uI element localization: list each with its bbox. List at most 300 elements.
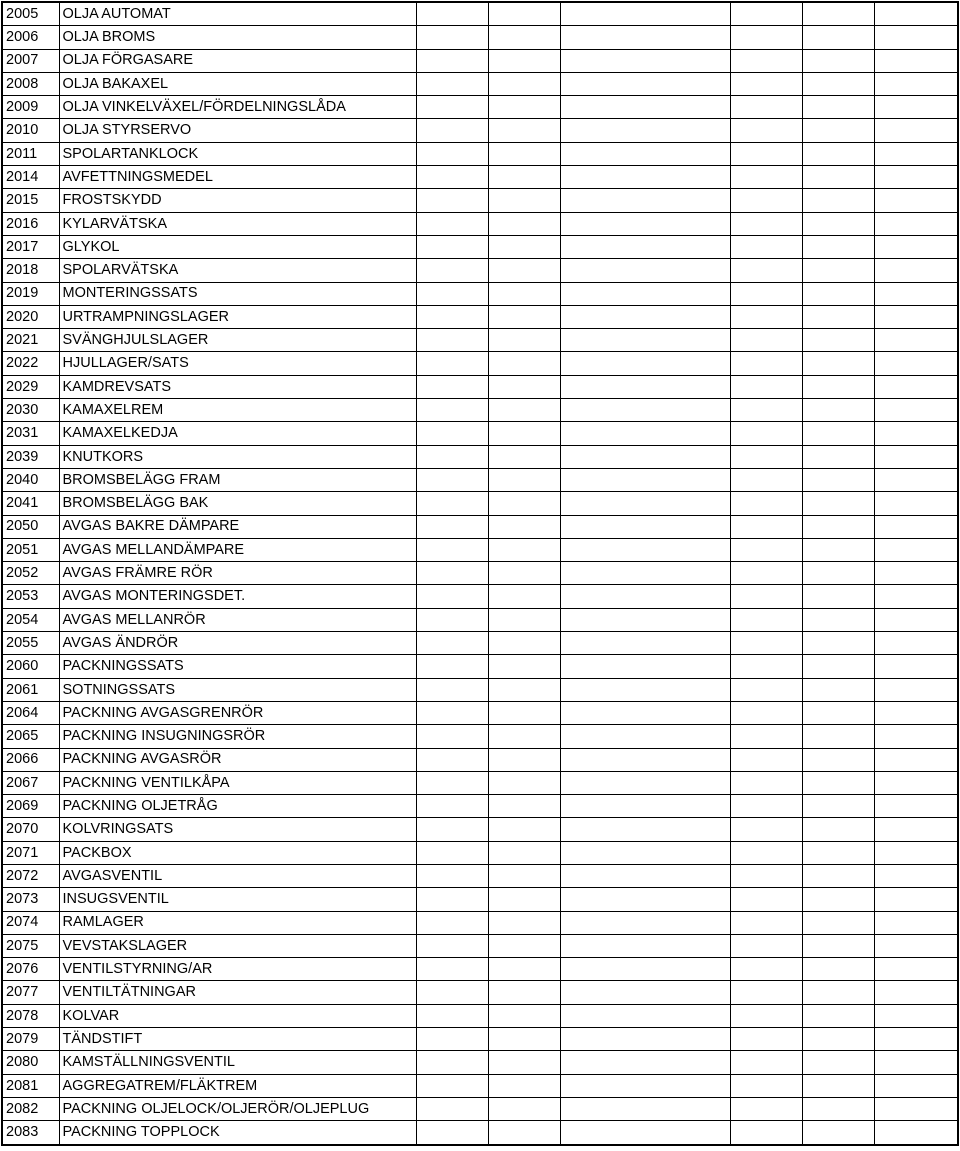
empty-cell: [874, 26, 958, 49]
empty-cell: [488, 445, 560, 468]
table-row: [2, 748, 958, 771]
empty-cell: [560, 934, 730, 957]
empty-cell: [416, 841, 488, 864]
part-code-cell: 2076: [2, 958, 59, 981]
empty-cell: [802, 562, 874, 585]
empty-cell: [416, 515, 488, 538]
empty-cell: [560, 119, 730, 142]
empty-cell: [730, 562, 802, 585]
table-row: [2, 1028, 958, 1051]
empty-cell: [874, 632, 958, 655]
empty-cell: [874, 911, 958, 934]
empty-cell: [874, 934, 958, 957]
empty-cell: [560, 864, 730, 887]
empty-cell: [416, 562, 488, 585]
part-code-cell: 2009: [2, 96, 59, 119]
table-row: [2, 259, 958, 282]
empty-cell: [416, 981, 488, 1004]
part-name-cell: OLJA BAKAXEL: [59, 72, 416, 95]
empty-cell: [488, 958, 560, 981]
empty-cell: [874, 701, 958, 724]
empty-cell: [488, 492, 560, 515]
empty-cell: [488, 1028, 560, 1051]
empty-cell: [416, 2, 488, 26]
empty-cell: [560, 1028, 730, 1051]
part-code-cell: 2069: [2, 795, 59, 818]
empty-cell: [416, 655, 488, 678]
part-code-cell: 2075: [2, 934, 59, 957]
empty-cell: [416, 166, 488, 189]
part-name-cell: MONTERINGSSATS: [59, 282, 416, 305]
empty-cell: [560, 305, 730, 328]
table-row: [2, 1004, 958, 1027]
empty-cell: [874, 1028, 958, 1051]
part-code-cell: 2052: [2, 562, 59, 585]
empty-cell: [802, 632, 874, 655]
part-code-cell: 2050: [2, 515, 59, 538]
empty-cell: [874, 958, 958, 981]
empty-cell: [560, 1121, 730, 1145]
table-row: [2, 725, 958, 748]
part-name-cell: FROSTSKYDD: [59, 189, 416, 212]
empty-cell: [416, 864, 488, 887]
empty-cell: [416, 911, 488, 934]
empty-cell: [560, 1097, 730, 1120]
empty-cell: [802, 2, 874, 26]
part-code-cell: 2053: [2, 585, 59, 608]
empty-cell: [874, 562, 958, 585]
empty-cell: [730, 1028, 802, 1051]
part-code-cell: 2066: [2, 748, 59, 771]
part-code-cell: 2016: [2, 212, 59, 235]
part-code-cell: 2041: [2, 492, 59, 515]
empty-cell: [730, 96, 802, 119]
empty-cell: [488, 329, 560, 352]
empty-cell: [802, 1121, 874, 1145]
part-code-cell: 2060: [2, 655, 59, 678]
empty-cell: [874, 818, 958, 841]
empty-cell: [730, 142, 802, 165]
empty-cell: [802, 888, 874, 911]
empty-cell: [416, 96, 488, 119]
table-row: [2, 678, 958, 701]
part-name-cell: BROMSBELÄGG FRAM: [59, 468, 416, 491]
part-code-cell: 2082: [2, 1097, 59, 1120]
empty-cell: [730, 119, 802, 142]
empty-cell: [488, 585, 560, 608]
table-row: [2, 445, 958, 468]
empty-cell: [560, 538, 730, 561]
part-code-cell: 2005: [2, 2, 59, 26]
empty-cell: [488, 96, 560, 119]
empty-cell: [730, 911, 802, 934]
empty-cell: [488, 562, 560, 585]
empty-cell: [730, 818, 802, 841]
part-code-cell: 2020: [2, 305, 59, 328]
empty-cell: [802, 422, 874, 445]
empty-cell: [416, 725, 488, 748]
empty-cell: [874, 2, 958, 26]
empty-cell: [730, 678, 802, 701]
empty-cell: [416, 142, 488, 165]
empty-cell: [560, 748, 730, 771]
table-row: [2, 1121, 958, 1145]
empty-cell: [730, 166, 802, 189]
table-row: [2, 189, 958, 212]
empty-cell: [488, 725, 560, 748]
part-code-cell: 2072: [2, 864, 59, 887]
part-code-cell: 2018: [2, 259, 59, 282]
empty-cell: [488, 1074, 560, 1097]
empty-cell: [416, 632, 488, 655]
part-code-cell: 2017: [2, 235, 59, 258]
part-name-cell: OLJA VINKELVÄXEL/FÖRDELNINGSLÅDA: [59, 96, 416, 119]
empty-cell: [416, 958, 488, 981]
part-name-cell: KAMAXELKEDJA: [59, 422, 416, 445]
empty-cell: [488, 864, 560, 887]
part-name-cell: KAMAXELREM: [59, 399, 416, 422]
empty-cell: [560, 632, 730, 655]
part-name-cell: PACKNING TOPPLOCK: [59, 1121, 416, 1145]
empty-cell: [874, 864, 958, 887]
empty-cell: [802, 259, 874, 282]
table-row: [2, 96, 958, 119]
empty-cell: [560, 608, 730, 631]
part-code-cell: 2079: [2, 1028, 59, 1051]
empty-cell: [488, 888, 560, 911]
parts-table: [1, 1, 959, 1146]
empty-cell: [802, 1097, 874, 1120]
empty-cell: [416, 468, 488, 491]
empty-cell: [874, 399, 958, 422]
empty-cell: [802, 49, 874, 72]
part-code-cell: 2078: [2, 1004, 59, 1027]
empty-cell: [874, 1097, 958, 1120]
part-name-cell: AVFETTNINGSMEDEL: [59, 166, 416, 189]
empty-cell: [730, 259, 802, 282]
empty-cell: [730, 701, 802, 724]
table-row: [2, 2, 958, 26]
empty-cell: [488, 142, 560, 165]
empty-cell: [416, 1074, 488, 1097]
table-row: [2, 166, 958, 189]
table-row: [2, 142, 958, 165]
part-code-cell: 2054: [2, 608, 59, 631]
empty-cell: [802, 701, 874, 724]
empty-cell: [874, 212, 958, 235]
empty-cell: [802, 72, 874, 95]
empty-cell: [560, 888, 730, 911]
table-row: [2, 352, 958, 375]
empty-cell: [560, 585, 730, 608]
empty-cell: [416, 888, 488, 911]
empty-cell: [730, 399, 802, 422]
part-code-cell: 2067: [2, 771, 59, 794]
empty-cell: [488, 49, 560, 72]
empty-cell: [730, 282, 802, 305]
empty-cell: [730, 468, 802, 491]
empty-cell: [416, 26, 488, 49]
empty-cell: [730, 608, 802, 631]
table-row: [2, 771, 958, 794]
empty-cell: [416, 422, 488, 445]
empty-cell: [730, 422, 802, 445]
empty-cell: [730, 352, 802, 375]
empty-cell: [560, 1074, 730, 1097]
table-row: [2, 26, 958, 49]
part-code-cell: 2070: [2, 818, 59, 841]
empty-cell: [560, 492, 730, 515]
empty-cell: [416, 212, 488, 235]
part-code-cell: 2008: [2, 72, 59, 95]
empty-cell: [416, 934, 488, 957]
empty-cell: [802, 189, 874, 212]
empty-cell: [560, 422, 730, 445]
empty-cell: [874, 468, 958, 491]
empty-cell: [488, 235, 560, 258]
empty-cell: [488, 282, 560, 305]
empty-cell: [560, 468, 730, 491]
part-name-cell: VENTILTÄTNINGAR: [59, 981, 416, 1004]
empty-cell: [874, 259, 958, 282]
table-row: [2, 422, 958, 445]
table-row: [2, 655, 958, 678]
empty-cell: [802, 235, 874, 258]
empty-cell: [488, 468, 560, 491]
empty-cell: [802, 818, 874, 841]
part-name-cell: SPOLARTANKLOCK: [59, 142, 416, 165]
empty-cell: [416, 795, 488, 818]
empty-cell: [802, 119, 874, 142]
part-code-cell: 2030: [2, 399, 59, 422]
empty-cell: [730, 981, 802, 1004]
empty-cell: [416, 771, 488, 794]
empty-cell: [488, 818, 560, 841]
table-row: [2, 841, 958, 864]
empty-cell: [560, 49, 730, 72]
empty-cell: [874, 492, 958, 515]
empty-cell: [560, 329, 730, 352]
empty-cell: [802, 515, 874, 538]
part-name-cell: PACKNING AVGASGRENRÖR: [59, 701, 416, 724]
empty-cell: [416, 1028, 488, 1051]
empty-cell: [416, 445, 488, 468]
empty-cell: [488, 305, 560, 328]
empty-cell: [560, 515, 730, 538]
part-name-cell: AVGAS BAKRE DÄMPARE: [59, 515, 416, 538]
part-name-cell: PACKNING AVGASRÖR: [59, 748, 416, 771]
empty-cell: [416, 352, 488, 375]
empty-cell: [802, 468, 874, 491]
part-name-cell: OLJA FÖRGASARE: [59, 49, 416, 72]
table-row: [2, 538, 958, 561]
empty-cell: [802, 445, 874, 468]
part-code-cell: 2074: [2, 911, 59, 934]
part-code-cell: 2011: [2, 142, 59, 165]
empty-cell: [560, 259, 730, 282]
empty-cell: [488, 748, 560, 771]
part-code-cell: 2073: [2, 888, 59, 911]
empty-cell: [802, 864, 874, 887]
empty-cell: [560, 235, 730, 258]
table-row: [2, 864, 958, 887]
empty-cell: [560, 445, 730, 468]
empty-cell: [730, 725, 802, 748]
empty-cell: [802, 96, 874, 119]
empty-cell: [874, 655, 958, 678]
empty-cell: [802, 678, 874, 701]
part-name-cell: AVGAS MELLANDÄMPARE: [59, 538, 416, 561]
empty-cell: [802, 352, 874, 375]
empty-cell: [560, 26, 730, 49]
empty-cell: [416, 608, 488, 631]
empty-cell: [802, 585, 874, 608]
part-name-cell: BROMSBELÄGG BAK: [59, 492, 416, 515]
empty-cell: [560, 2, 730, 26]
empty-cell: [802, 748, 874, 771]
empty-cell: [802, 981, 874, 1004]
empty-cell: [488, 189, 560, 212]
table-row: [2, 515, 958, 538]
part-code-cell: 2021: [2, 329, 59, 352]
empty-cell: [488, 259, 560, 282]
empty-cell: [874, 282, 958, 305]
empty-cell: [730, 864, 802, 887]
empty-cell: [416, 72, 488, 95]
empty-cell: [730, 958, 802, 981]
empty-cell: [874, 375, 958, 398]
empty-cell: [416, 189, 488, 212]
empty-cell: [874, 585, 958, 608]
empty-cell: [560, 678, 730, 701]
empty-cell: [416, 1097, 488, 1120]
empty-cell: [416, 305, 488, 328]
empty-cell: [560, 818, 730, 841]
empty-cell: [874, 748, 958, 771]
part-name-cell: OLJA STYRSERVO: [59, 119, 416, 142]
part-name-cell: KOLVAR: [59, 1004, 416, 1027]
empty-cell: [874, 1004, 958, 1027]
empty-cell: [874, 1074, 958, 1097]
empty-cell: [488, 1051, 560, 1074]
empty-cell: [874, 96, 958, 119]
part-name-cell: SOTNINGSSATS: [59, 678, 416, 701]
empty-cell: [802, 166, 874, 189]
empty-cell: [730, 1074, 802, 1097]
empty-cell: [730, 585, 802, 608]
part-code-cell: 2040: [2, 468, 59, 491]
empty-cell: [874, 72, 958, 95]
empty-cell: [416, 701, 488, 724]
empty-cell: [802, 538, 874, 561]
table-row: [2, 795, 958, 818]
empty-cell: [802, 375, 874, 398]
table-row: [2, 1097, 958, 1120]
empty-cell: [560, 1004, 730, 1027]
empty-cell: [874, 608, 958, 631]
table-row: [2, 235, 958, 258]
empty-cell: [802, 305, 874, 328]
part-name-cell: PACKNING OLJETRÅG: [59, 795, 416, 818]
part-code-cell: 2055: [2, 632, 59, 655]
part-name-cell: PACKNING OLJELOCK/OLJERÖR/OLJEPLUG: [59, 1097, 416, 1120]
empty-cell: [874, 771, 958, 794]
empty-cell: [730, 375, 802, 398]
empty-cell: [488, 655, 560, 678]
table-row: [2, 818, 958, 841]
part-name-cell: VEVSTAKSLAGER: [59, 934, 416, 957]
empty-cell: [874, 445, 958, 468]
empty-cell: [730, 632, 802, 655]
table-row: [2, 1074, 958, 1097]
empty-cell: [802, 1028, 874, 1051]
empty-cell: [416, 399, 488, 422]
part-code-cell: 2029: [2, 375, 59, 398]
table-row: [2, 888, 958, 911]
part-code-cell: 2019: [2, 282, 59, 305]
empty-cell: [730, 515, 802, 538]
empty-cell: [730, 49, 802, 72]
empty-cell: [730, 888, 802, 911]
empty-cell: [802, 329, 874, 352]
empty-cell: [730, 655, 802, 678]
empty-cell: [730, 445, 802, 468]
part-name-cell: PACKNINGSSATS: [59, 655, 416, 678]
empty-cell: [802, 1004, 874, 1027]
part-code-cell: 2022: [2, 352, 59, 375]
table-row: [2, 305, 958, 328]
empty-cell: [416, 492, 488, 515]
empty-cell: [488, 701, 560, 724]
empty-cell: [730, 1097, 802, 1120]
empty-cell: [802, 282, 874, 305]
part-name-cell: AVGAS ÄNDRÖR: [59, 632, 416, 655]
part-name-cell: SPOLARVÄTSKA: [59, 259, 416, 282]
table-row: [2, 282, 958, 305]
part-code-cell: 2014: [2, 166, 59, 189]
empty-cell: [730, 1004, 802, 1027]
empty-cell: [802, 725, 874, 748]
empty-cell: [560, 981, 730, 1004]
part-code-cell: 2064: [2, 701, 59, 724]
part-code-cell: 2083: [2, 1121, 59, 1145]
part-code-cell: 2077: [2, 981, 59, 1004]
table-row: [2, 981, 958, 1004]
part-code-cell: 2080: [2, 1051, 59, 1074]
empty-cell: [560, 72, 730, 95]
empty-cell: [874, 888, 958, 911]
part-code-cell: 2015: [2, 189, 59, 212]
empty-cell: [488, 981, 560, 1004]
part-code-cell: 2071: [2, 841, 59, 864]
part-name-cell: AVGAS MELLANRÖR: [59, 608, 416, 631]
part-name-cell: INSUGSVENTIL: [59, 888, 416, 911]
empty-cell: [416, 282, 488, 305]
empty-cell: [730, 305, 802, 328]
empty-cell: [802, 399, 874, 422]
empty-cell: [560, 562, 730, 585]
empty-cell: [802, 958, 874, 981]
empty-cell: [802, 142, 874, 165]
empty-cell: [560, 958, 730, 981]
parts-table-body: [2, 2, 958, 1145]
table-row: [2, 608, 958, 631]
empty-cell: [802, 492, 874, 515]
empty-cell: [874, 795, 958, 818]
empty-cell: [416, 329, 488, 352]
empty-cell: [488, 399, 560, 422]
empty-cell: [488, 911, 560, 934]
